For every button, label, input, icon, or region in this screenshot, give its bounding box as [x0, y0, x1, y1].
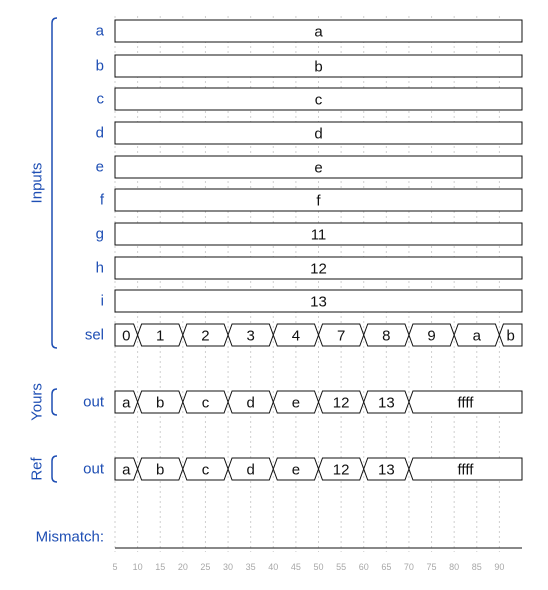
- segment-value: 2: [201, 327, 210, 345]
- segment-value: d: [246, 394, 255, 412]
- signal-label: out: [83, 393, 104, 411]
- segment-value: 13: [310, 293, 327, 311]
- segment-value: 12: [310, 260, 327, 278]
- segment-value: e: [291, 394, 301, 412]
- time-tick-label: 80: [449, 562, 460, 572]
- signal-label: e: [95, 158, 104, 176]
- segment-value: 12: [332, 394, 350, 412]
- group-bracket: [52, 18, 57, 348]
- signal-row-c: [97, 88, 523, 110]
- signal-row-e: [96, 156, 522, 178]
- group-bracket: [52, 456, 57, 482]
- time-tick-label: 35: [245, 562, 256, 572]
- time-tick-label: 65: [381, 562, 392, 572]
- time-tick-label: 55: [336, 562, 347, 572]
- signal-row-sel: [85, 324, 522, 346]
- time-tick-label: 15: [155, 562, 166, 572]
- segment-value: b: [156, 461, 165, 479]
- segment-value: 7: [336, 327, 346, 345]
- time-axis: [112, 562, 504, 572]
- segment-value: 8: [382, 327, 391, 345]
- time-tick-label: 60: [358, 562, 369, 572]
- segment-value: e: [314, 159, 323, 177]
- segment-value: f: [316, 192, 321, 210]
- signal-row-g: [96, 223, 522, 245]
- time-tick-label: 90: [494, 562, 505, 572]
- time-tick-label: 40: [268, 562, 279, 572]
- time-tick-label: 30: [223, 562, 234, 572]
- segment-value: b: [506, 327, 515, 345]
- signal-label: sel: [84, 326, 104, 344]
- segment-value: b: [156, 394, 165, 412]
- segment-value: c: [201, 394, 210, 412]
- signal-label: out: [83, 460, 104, 478]
- segment-value: c: [314, 91, 323, 109]
- time-tick-label: 50: [313, 562, 324, 572]
- signal-row-b: [96, 55, 522, 77]
- group-ref: [29, 456, 58, 482]
- signal-row-a: [96, 20, 522, 42]
- mismatch-row: [36, 529, 522, 549]
- segment-value: c: [201, 461, 210, 479]
- group-yours: [29, 383, 58, 421]
- group-inputs: [29, 18, 58, 348]
- segment-value: a: [122, 394, 131, 412]
- segment-value: 12: [332, 461, 350, 479]
- signal-label: g: [95, 225, 104, 243]
- segment-value: b: [314, 58, 323, 76]
- signal-label: c: [96, 90, 104, 108]
- signal-row-out: [83, 458, 522, 480]
- segment-value: 9: [427, 327, 436, 345]
- segment-value: e: [291, 461, 301, 479]
- signal-label: i: [100, 292, 104, 310]
- time-tick-label: 85: [471, 562, 482, 572]
- time-tick-label: 5: [112, 562, 118, 572]
- time-tick-label: 75: [426, 562, 437, 572]
- signal-label: f: [99, 191, 104, 209]
- signal-row-i: [101, 290, 522, 312]
- segment-value: 4: [291, 327, 301, 345]
- segment-value: 13: [377, 461, 395, 479]
- signal-row-h: [96, 257, 522, 279]
- signal-row-f: [100, 189, 522, 211]
- signal-row-out: [83, 391, 522, 413]
- signal-label: h: [95, 259, 104, 277]
- segment-value: 13: [377, 394, 395, 412]
- group-bracket: [52, 389, 57, 415]
- segment-value: a: [314, 23, 323, 41]
- group-label: Ref: [28, 457, 46, 481]
- group-label: Yours: [28, 383, 46, 421]
- segment-value: 3: [246, 327, 255, 345]
- time-tick-label: 10: [132, 562, 143, 572]
- segment-value: ffff: [457, 461, 474, 479]
- time-tick-label: 45: [290, 562, 301, 572]
- segment-value: a: [472, 327, 481, 345]
- segment-value: 0: [122, 327, 131, 345]
- segment-value: a: [122, 461, 131, 479]
- time-tick-label: 20: [177, 562, 188, 572]
- group-label: Inputs: [28, 162, 46, 204]
- segment-value: 11: [310, 226, 327, 244]
- signal-label: a: [95, 22, 104, 40]
- time-tick-label: 25: [200, 562, 211, 572]
- segment-value: ffff: [457, 394, 474, 412]
- time-tick-label: 70: [403, 562, 414, 572]
- segment-value: d: [314, 125, 323, 143]
- signal-label: b: [95, 57, 104, 75]
- mismatch-label: Mismatch:: [35, 528, 104, 546]
- segment-value: d: [246, 461, 255, 479]
- segment-value: 1: [156, 327, 165, 345]
- signal-row-d: [96, 122, 522, 144]
- signal-label: d: [95, 124, 104, 142]
